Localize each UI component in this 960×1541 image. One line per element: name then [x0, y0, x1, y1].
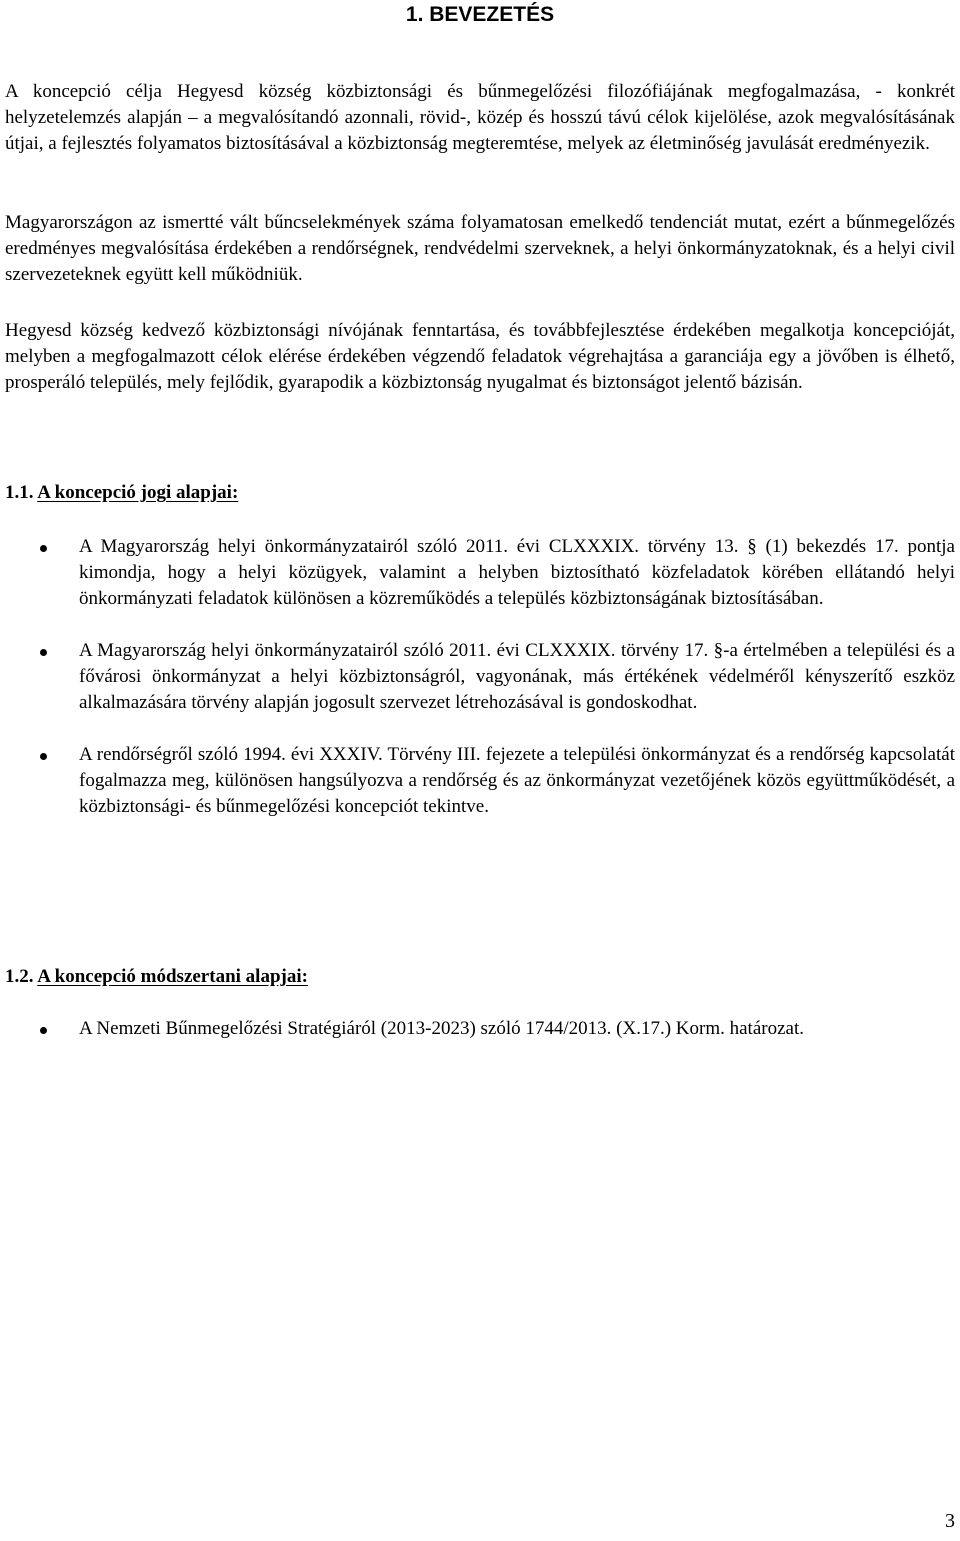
bullet-icon	[40, 753, 47, 760]
list-item-text: A Magyarország helyi önkormányzatairól szóló 2011. évi CLXXXIX. törvény 13. § (1) bekezdés 17. pontja kimondja, hogy a helyi közügyek, valamint a helyben biztosítható közfeladatok körében ellátandó helyi önkormányzati feladatok különösen a közreműködés a település közbiztonságának biztosításában.	[79, 536, 955, 609]
section-number: 1.1.	[5, 482, 34, 503]
intro-paragraph: A koncepció célja Hegyesd község közbiztonsági és bűnmegelőzési filozófiájának megfogalmazása, - konkrét helyzetelemzés alapján – a megvalósítandó azonnali, rövid-, közép és hosszú távú célok kijelölése, azok megvalósításának útjai, a fejlesztés folyamatos biztosításával a közbiztonság megteremtése, melyek az életminőség javulását eredményezik.	[5, 81, 955, 154]
list-item	[0, 1016, 955, 1042]
list-item	[0, 742, 955, 820]
list-item	[0, 534, 955, 612]
list-item	[0, 638, 955, 716]
list-item-text: A rendőrségről szóló 1994. évi XXXIV. Törvény III. fejezete a települési önkormányzat és a rendőrség kapcsolatát fogalmazza meg, különösen hangsúlyozva a rendőrség és az önkormányzat vezetőjének közös együttműködését, a közbiztonsági- és bűnmegelőzési koncepciót tekintve.	[79, 744, 955, 817]
concept-goal-paragraph: Hegyesd község kedvező közbiztonsági nívójának fenntartása, és továbbfejlesztése érdekében megalkotja koncepcióját, melyben a megfogalmazott célok elérése érdekében végzendő feladatok végrehajtása a garanciája egy a jövőben is élhető, prosperáló település, mely fejlődik, gyarapodik a közbiztonság nyugalmat és biztonságot jelentő bázisán.	[5, 320, 955, 393]
section-title-text: A koncepció módszertani alapjai:	[37, 966, 308, 987]
legal-basis-list	[0, 534, 960, 846]
page-number: 3	[945, 1510, 955, 1532]
section-number: 1.2.	[5, 966, 34, 987]
bullet-icon	[40, 545, 47, 552]
bullet-icon	[40, 1027, 47, 1034]
section-title-text: A koncepció jogi alapjai:	[37, 482, 239, 503]
section-title-methodology	[5, 964, 308, 990]
section-title-legal-basis	[5, 480, 238, 506]
chapter-heading: 1. BEVEZETÉS	[405, 3, 555, 26]
list-item-text: A Magyarország helyi önkormányzatairól szóló 2011. évi CLXXXIX. törvény 17. §-a értelmében a települési és a fővárosi önkormányzat a helyi közbiztonságról, vagyonának, más értékének védelméről kényszerítő eszköz alkalmazására törvény alapján jogosult szervezet létrehozásával is gondoskodhat.	[79, 640, 955, 713]
methodology-list	[0, 1016, 960, 1042]
crime-trend-paragraph: Magyarországon az ismertté vált bűncselekmények száma folyamatosan emelkedő tendenciát mutat, ezért a bűnmegelőzés eredményes megvalósítása érdekében a rendőrségnek, rendvédelmi szerveknek, a helyi önkormányzatoknak, és a helyi civil szervezeteknek együtt kell működniük.	[5, 212, 955, 285]
bullet-icon	[40, 649, 47, 656]
list-item-text: A Nemzeti Bűnmegelőzési Stratégiáról (2013-2023) szóló 1744/2013. (X.17.) Korm. határozat.	[79, 1018, 804, 1039]
